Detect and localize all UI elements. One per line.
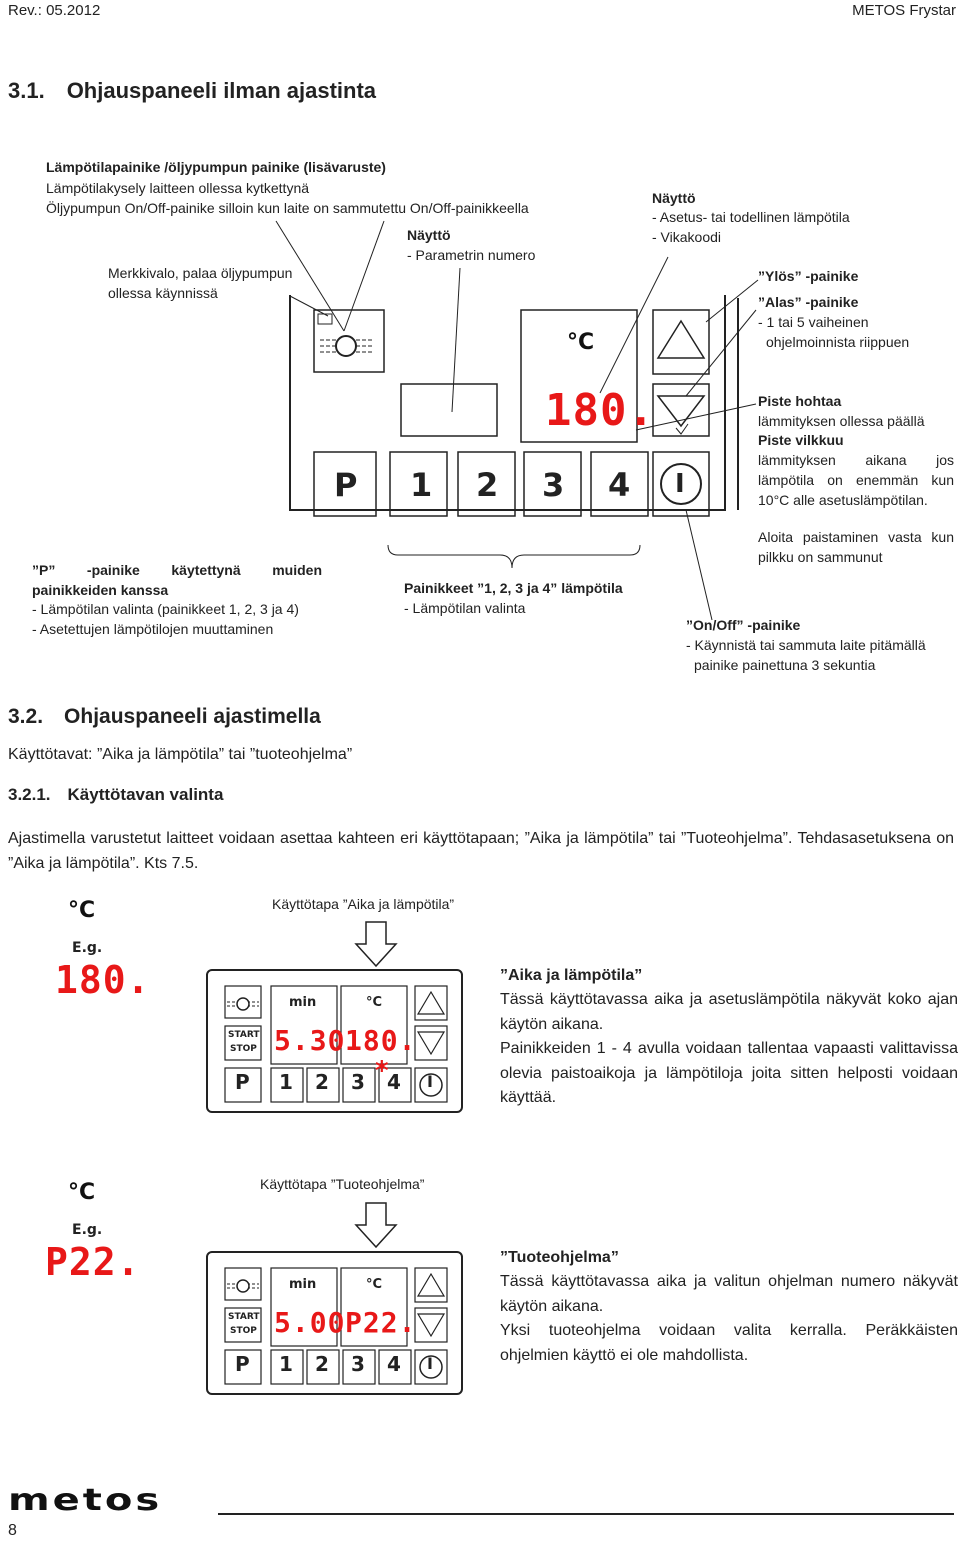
mode2-panel-program-display: P22. [345,1306,417,1339]
mode2-panel-time-display: 5.00 [274,1306,346,1339]
section-3-2-heading: 3.2. Ohjauspaneeli ajastimella [8,705,321,728]
mode2-panel-button-3[interactable]: 3 [351,1352,365,1376]
display-temp-title: Näyttö [652,190,696,206]
mode2-paragraph-2: Yksi tuoteohjelma voidaan valita kerralla. Peräkkäisten ohjelmien käyttö ei ole mahdollista. [500,1322,958,1364]
panel-button-4[interactable]: 4 [608,466,631,504]
mode2-example-display: P22. [45,1240,141,1284]
mode2-degc-label: °C [68,1180,96,1205]
indicator-line2: ollessa käynnissä [108,285,218,301]
mode1-caption: Käyttötapa ”Aika ja lämpötila” [272,896,455,912]
section-3-2-modes: Käyttötavat: ”Aika ja lämpötila” tai ”tuoteohjelma” [8,746,353,763]
panel-temp-display: 180. [545,385,655,436]
mode1-example-display: 180. [55,958,151,1002]
mode1-panel-degc: °C [366,995,383,1010]
p-button-title: ”P” -painike käytettynä muiden painikkeiden kanssa [32,562,322,598]
dot-blink-line: lämmityksen aikana jos lämpötila on enemmän kun 10°C alle asetuslämpötilan. [758,452,954,508]
mode1-eg-label: E.g. [72,940,103,956]
mode1-panel-p-button[interactable]: P [235,1070,250,1094]
buttons-1234-line: - Lämpötilan valinta [404,600,526,616]
mode1-panel-temp-display: 180. [345,1024,417,1057]
onoff-title: ”On/Off” -painike [686,617,801,633]
mode1-degc-label: °C [68,898,96,923]
mode2-panel-stop[interactable]: STOP [230,1326,257,1336]
mode1-panel-min: min [289,995,317,1010]
mode2-panel-min: min [289,1277,317,1292]
section-3-1-heading: 3.1. Ohjauspaneeli ilman ajastinta [8,78,377,103]
revision: Rev.: 05.2012 [8,2,101,19]
mode2-panel-button-2[interactable]: 2 [315,1352,329,1376]
dot-glow-line: lämmityksen ollessa päällä [758,413,925,429]
page-number: 8 [8,1522,17,1539]
dot-blink-title: Piste vilkkuu [758,432,844,448]
p-button-line2: - Asetettujen lämpötilojen muuttaminen [32,621,274,637]
mode1-panel-button-3[interactable]: 3 [351,1070,365,1094]
mode2-caption: Käyttötapa ”Tuoteohjelma” [260,1176,425,1192]
mode2-panel-degc: °C [366,1277,383,1292]
panel-button-3[interactable]: 3 [542,466,565,504]
mode1-panel-button-4[interactable]: 4 [387,1070,401,1094]
temp-button-line1: Lämpötilakysely laitteen ollessa kytkettynä [46,180,310,196]
section-3-2-1-paragraph: Ajastimella varustetut laitteet voidaan asettaa kahteen eri käyttötapaan; ”Aika ja lämpötila” tai ”Tuoteohjelma”. Tehdasasetuksena on ”Aika ja lämpötila”. Kts 7.5. [8,830,954,872]
up-button-title: ”Ylös” -painike [758,268,859,284]
p-button-line1: - Lämpötilan valinta (painikkeet 1, 2, 3 ja 4) [32,601,299,617]
display-param-line: - Parametrin numero [407,247,536,263]
mode2-title: ”Tuoteohjelma” [500,1249,619,1266]
mode1-panel-button-2[interactable]: 2 [315,1070,329,1094]
indicator-line1: Merkkivalo, palaa öljypumpun [108,265,293,281]
mode1-arrow-icon [356,922,396,966]
mode2-arrow-icon [356,1203,396,1247]
mode1-panel-button-1[interactable]: 1 [279,1070,293,1094]
product-name: METOS Frystar [852,2,956,19]
display-temp-line1: - Asetus- tai todellinen lämpötila [652,209,850,225]
panel-p-button[interactable]: P [334,466,358,504]
up-down-line1: - 1 tai 5 vaiheinen [758,314,869,330]
onoff-line2: painike painettuna 3 sekuntia [694,657,876,673]
mode2-panel-p-button[interactable]: P [235,1352,250,1376]
onoff-line1: - Käynnistä tai sammuta laite pitämällä [686,637,926,653]
buttons-1234-title: Painikkeet ”1, 2, 3 ja 4” lämpötila [404,580,623,596]
footer-rule [218,1513,954,1515]
panel-degc-label: °C [567,330,595,355]
mode1-panel-time-display: 5.30 [274,1024,346,1057]
mode1-paragraph-2: Painikkeiden 1 - 4 avulla voidaan tallentaa vapaasti valittavissa olevia paistoaikoja ja lämpötiloja joita sitten helposti voidaan käyttää. [500,1040,958,1106]
mode2-panel-onoff-button[interactable]: I [427,1354,433,1373]
mode1-paragraph-1: Tässä käyttötavassa aika ja asetuslämpötila näkyvät koko ajan käytön aikana. [500,991,958,1033]
down-button-title: ”Alas” -painike [758,294,859,310]
mode1-title: ”Aika ja lämpötila” [500,967,643,984]
temp-button-line2: Öljypumpun On/Off-painike silloin kun laite on sammutettu On/Off-painikkeella [46,200,529,216]
section-3-2-1-heading: 3.2.1. Käyttötavan valinta [8,785,224,804]
panel-button-2[interactable]: 2 [476,466,499,504]
panel-onoff-button[interactable]: I [675,469,685,499]
mode1-panel-onoff-button[interactable]: I [427,1072,433,1091]
frying-note: Aloita paistaminen vasta kun pilkku on sammunut [758,529,954,565]
mode2-paragraph-1: Tässä käyttötavassa aika ja valitun ohjelman numero näkyvät käytön aikana. [500,1273,958,1315]
mode1-panel-stop[interactable]: STOP [230,1044,257,1054]
mode2-panel-start[interactable]: START [228,1312,260,1322]
mode2-panel-button-4[interactable]: 4 [387,1352,401,1376]
metos-logo: metos [8,1483,163,1518]
display-temp-line2: - Vikakoodi [652,229,722,245]
panel-button-1[interactable]: 1 [410,466,433,504]
display-param-title: Näyttö [407,227,451,243]
mode2-eg-label: E.g. [72,1222,103,1238]
mode2-panel-button-1[interactable]: 1 [279,1352,293,1376]
temp-button-title: Lämpötilapainike /öljypumpun painike (lisävaruste) [46,159,386,175]
mode1-panel-star: * [374,1056,391,1086]
up-down-line2: ohjelmoinnista riippuen [766,334,910,350]
dot-glow-title: Piste hohtaa [758,393,842,409]
mode1-panel-start[interactable]: START [228,1030,260,1040]
